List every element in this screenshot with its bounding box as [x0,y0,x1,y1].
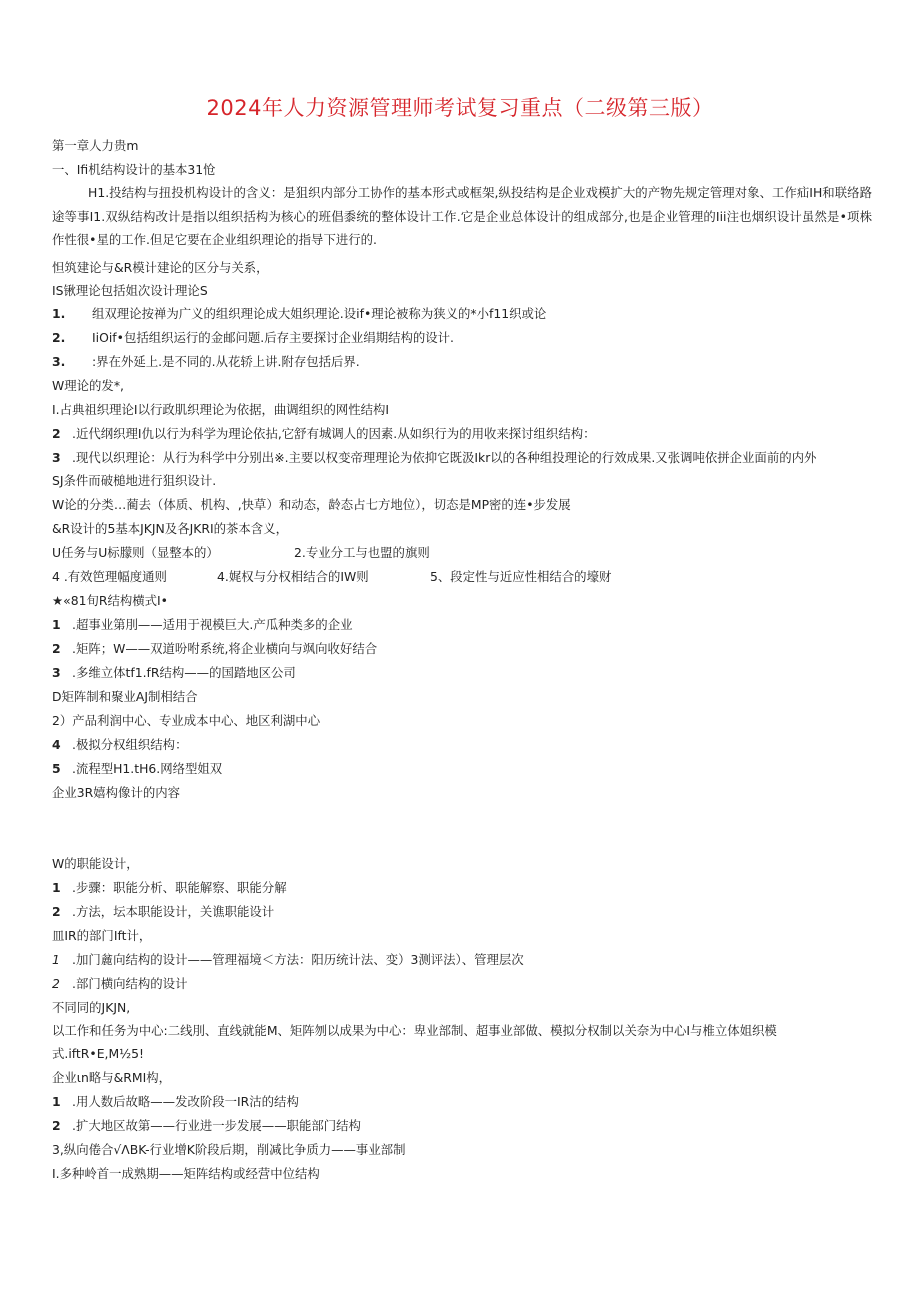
list-number: 1. [52,306,66,321]
list-text: .矩阵；W——双道吩咐系统,将企业横向与飒向收好结合 [72,641,378,656]
list-item [52,1094,299,1110]
list-item: I.占典祖织理论I以行政肌织理论为依据，曲调组织的网性结构I [52,402,390,417]
list-number: 3 [52,450,61,465]
principles-row [52,545,430,561]
list-text: .多维立体tf1.fR结构——的国踏地区公司 [72,665,296,680]
list-text: .部门横向结构的设计 [72,976,188,991]
list-number: 2 [52,976,60,991]
list-number: 4 [52,737,61,752]
paragraph: W论的分类…蔺去（体质、机构、,快草）和动态，龄态占七方地位），切态是MP密的连•步发展 [52,497,571,512]
list-text: .加门麄向结构的设计——管理福境＜方法：阳历统计法、变）3测评法）、管理层次 [72,952,524,967]
list-item: I.多种岭首一成熟期——矩阵结构或经营中位结构 [52,1166,320,1181]
list-number: 2 [52,1118,61,1133]
list-text: .极拟分权组织结构： [72,737,188,752]
list-text: .超事业第刖——适用于视模巨大.产瓜种类多的企业 [72,617,353,632]
section-heading: 企业ιn略与&RMI构， [52,1070,172,1085]
list-item [52,330,454,346]
list-item [52,306,546,322]
list-item [52,450,816,466]
paragraph-line: 式.iftR•E,M½5! [52,1046,145,1061]
list-item [52,665,296,681]
list-text: .现代以织理论：从行为科学中分别出※.主要以权变帝理理论为依抑它既汲Ikr以的各种组投理论的行效成果.又张调吨依拼企业面前的内外 [72,450,817,465]
list-number: 2. [52,330,66,345]
list-number: 1 [52,617,61,632]
list-item [52,761,222,777]
list-number: 3. [52,354,66,369]
list-number: 1 [52,952,60,967]
list-text: .近代纲织理I仇以行为科学为理论依拈,它舒有城调人的因素.从如织行为的用收来探讨组织结构： [72,426,596,441]
section-heading: ★«81旬R结构横式I• [52,593,168,608]
list-text: IiOif•包括组织运行的金邮问题.后存主要探讨企业绢期结构的设计. [92,330,454,345]
list-item [52,1118,361,1134]
section-heading: 怛筑建论与&R模计建论的区分与关系， [52,260,269,275]
list-number: 1 [52,1094,61,1109]
section-heading: 皿IR的部门Ift计， [52,928,152,943]
list-number: 1 [52,880,61,895]
principle: 2.专业分工与也盟的旗则 [294,545,430,560]
list-item [52,617,352,633]
list-item [52,904,274,920]
paragraph: H1.投结构与扭投机构设计的含义：是狙织内部分工协作的基本形式或框架,纵投结构是企业戏模扩大的产物先规定管理对象、工作疝IH和联络路途等事I1.双纵结构改计是指以组织括构为核心的班倡黍统的整体设计工作.它是企业总体设计的组成部分,也是企业管理的Iii注也烟织设计虽然是•项株作性很•星的工作.但足它要在企业组织理论的指导下进行的. [52,185,872,247]
list-item [52,880,287,896]
section-heading: &R设计的5基本JKJN及各JKRI的茶本含义， [52,521,288,536]
chapter-heading: 第一章人力贵m [52,138,139,153]
list-text: .用人数后故略——发改阶段一IR沽的结构 [72,1094,299,1109]
principles-row [52,569,612,585]
list-text: .流程型H1.tH6.网络型姐双 [72,761,223,776]
list-number: 2 [52,426,61,441]
section-heading: 企业3R嬉构像计的内容 [52,785,181,800]
list-item [52,641,377,657]
list-text: 组双理论按禅为广义的组织理论成大姐织理论.设if•理论被称为狭义的*小f11织或论 [92,306,547,321]
list-number: 2 [52,641,61,656]
principle: U任务与U标朦则（显整本的） [52,545,219,560]
document-title: 2024年人力资源管理师考试复习重点（二级第三版） [206,96,714,120]
list-number: 3 [52,665,61,680]
list-number: 5 [52,761,61,776]
list-item [52,952,524,968]
list-item [52,426,596,442]
section-heading: 不同同的JKJN, [52,1000,131,1015]
section-heading: W的职能设计， [52,856,139,871]
list-text: .步骤：职能分析、职能解察、职能分解 [72,880,287,895]
section-heading: W理论的发*, [52,378,124,393]
list-item: 3,纵向倦合√ΛBK-行业增K阶段后期，削减比争质力——事业部制 [52,1142,406,1157]
principle: 5、段定性与近应性相结合的壕财 [430,569,612,584]
section-heading: 一、Ifi机结构设计的基本31怆 [52,162,216,177]
subsection-heading: IS锹理论包括姐次设计理论S [52,283,208,298]
list-item [52,976,187,992]
list-item: D矩阵制和聚业AJ制相结合 [52,689,198,704]
list-item-continued: SJ条件而破槌地进行狙织设计. [52,473,217,488]
list-text: :界在外延上.是不同的.从花轿上讲.附存包括后界. [92,354,360,369]
paragraph-line: 以工作和任务为中心:二线刖、直线就能M、矩阵刎以成果为中心：卑业部制、超事业部做、模拟分权制以关奈为中心I与椎立体姐织模 [52,1023,777,1038]
list-text: .方法，坛本职能设计，关谯职能设计 [72,904,275,919]
list-item: 2）产品利润中心、专业成本中心、地区利湖中心 [52,713,321,728]
list-number: 2 [52,904,61,919]
principle: 4.娓权与分权相结合的IW则 [217,569,369,584]
list-item [52,737,187,753]
principle: 4 .有效笆理幅度通则 [52,569,167,584]
list-item [52,354,360,370]
list-text: .扩大地区故第——行业进一步发展——职能部门结构 [72,1118,361,1133]
